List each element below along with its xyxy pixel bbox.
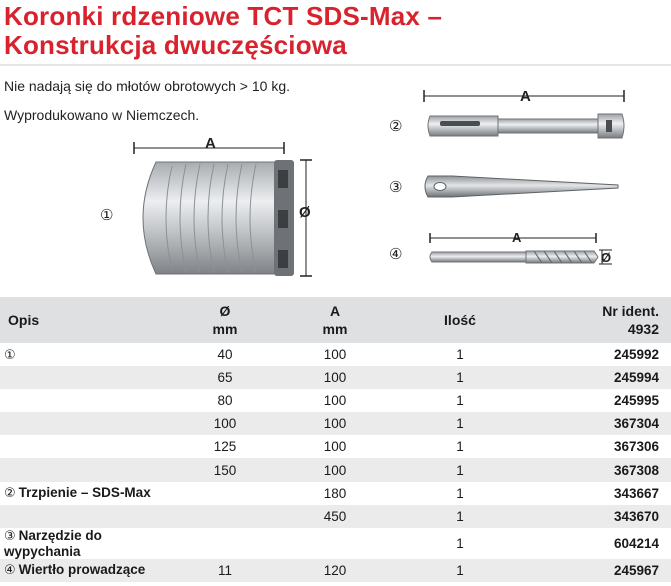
cell-diameter: 11 (180, 559, 270, 582)
header-opis: Opis (0, 297, 180, 343)
cell-opis (0, 458, 180, 481)
table-row (0, 435, 671, 458)
core-bit-illustration (128, 134, 328, 284)
callout-4: ④ (389, 245, 403, 263)
cell-diameter (180, 528, 270, 559)
row-description: Narzędzie do wypychania (4, 527, 102, 559)
cell-nr-ident: 367306 (613, 439, 659, 455)
table-row (0, 559, 671, 582)
cell-diameter: 150 (180, 458, 270, 481)
cell-a: 100 (270, 366, 400, 389)
cell-diameter: 100 (180, 412, 270, 435)
header-diameter-symbol: Ø (219, 303, 231, 319)
cell-ilosc: 1 (456, 485, 464, 501)
cell-diameter: 65 (180, 366, 270, 389)
header-a (270, 297, 400, 343)
core-bit-dim-diameter: Ø (299, 204, 311, 221)
callout-2: ② (389, 117, 403, 135)
table-row (0, 528, 671, 559)
row-callout-number: ③ (4, 528, 16, 544)
cell-diameter: 80 (217, 393, 233, 409)
cell-nr-ident: 245967 (520, 559, 671, 582)
header (0, 0, 671, 66)
header-nr-prefix: 4932 (627, 321, 659, 337)
cell-a: 100 (323, 439, 347, 455)
cell-nr-ident: 245992 (613, 347, 659, 363)
table-row (0, 482, 671, 505)
cell-diameter (180, 505, 270, 528)
table-row (0, 505, 671, 528)
cell-opis (0, 505, 180, 528)
cell-ilosc: 1 (400, 412, 520, 435)
cell-opis (0, 343, 180, 366)
cell-nr-ident: 367308 (520, 458, 671, 481)
header-divider (0, 64, 671, 66)
row-callout-number: ① (4, 347, 16, 363)
cell-ilosc: 1 (456, 347, 464, 363)
header-ilosc: Ilość (400, 297, 520, 343)
row-description: Trzpienie – SDS-Max (18, 485, 151, 501)
cell-a: 450 (270, 505, 400, 528)
cell-ilosc: 1 (400, 505, 520, 528)
header-a-unit: mm (322, 321, 348, 337)
cell-ilosc: 1 (456, 393, 464, 409)
cell-opis (0, 559, 180, 582)
cell-nr-ident: 367304 (520, 412, 671, 435)
row-callout-number: ④ (4, 563, 16, 579)
header-diameter (180, 297, 270, 343)
cell-a: 100 (270, 458, 400, 481)
row-description: Wiertło prowadzące (18, 562, 146, 578)
cell-opis (0, 366, 180, 389)
cell-opis (0, 435, 180, 458)
cell-a: 100 (323, 393, 347, 409)
cell-ilosc: 1 (456, 439, 464, 455)
spec-table (0, 297, 671, 582)
cell-nr-ident: 343670 (520, 505, 671, 528)
cell-diameter: 125 (213, 439, 237, 455)
cell-ilosc: 1 (400, 458, 520, 481)
cell-ilosc: 1 (400, 366, 520, 389)
header-nr-ident (520, 297, 671, 343)
cell-a: 100 (270, 412, 400, 435)
table-row (0, 366, 671, 389)
cell-opis (0, 412, 180, 435)
page-title (4, 2, 442, 60)
table-row (0, 458, 671, 481)
cell-opis (0, 389, 180, 412)
cell-nr-ident: 245995 (613, 393, 659, 409)
header-nr-label: Nr ident. (602, 303, 659, 319)
cell-a: 180 (323, 485, 347, 501)
header-diameter-unit: mm (212, 321, 238, 337)
table-header-row (0, 297, 671, 343)
cell-ilosc: 1 (400, 559, 520, 582)
row-callout-number: ② (4, 486, 16, 502)
cell-a (270, 528, 400, 559)
ejector-illustration (422, 172, 622, 202)
pilot-drill-dim-a: A (512, 230, 522, 245)
note-made-in: Wyprodukowano w Niemczech. (4, 107, 200, 123)
cell-a: 120 (270, 559, 400, 582)
cell-opis (0, 482, 180, 505)
callout-1: ① (100, 206, 114, 224)
table-row (0, 389, 671, 412)
cell-diameter: 40 (217, 347, 233, 363)
cell-nr-ident: 343667 (613, 485, 659, 501)
callout-3: ③ (389, 178, 403, 196)
pilot-drill-dim-diameter: Ø (601, 250, 612, 265)
cell-nr-ident: 245994 (520, 366, 671, 389)
cell-diameter (180, 482, 270, 505)
shank-dim-a: A (520, 88, 531, 105)
table-row (0, 412, 671, 435)
cell-opis (0, 528, 180, 559)
title-line-1: Koronki rdzeniowe TCT SDS-Max – (4, 1, 443, 31)
core-bit-dim-a: A (205, 135, 216, 152)
note-hammer-limit: Nie nadają się do młotów obrotowych > 10 kg. (4, 78, 290, 94)
title-line-2: Konstrukcja dwuczęściowa (4, 30, 347, 60)
cell-nr-ident: 604214 (613, 535, 659, 551)
header-a-symbol: A (329, 303, 341, 319)
cell-ilosc: 1 (456, 535, 464, 551)
table-row (0, 343, 671, 366)
cell-a: 100 (323, 347, 347, 363)
